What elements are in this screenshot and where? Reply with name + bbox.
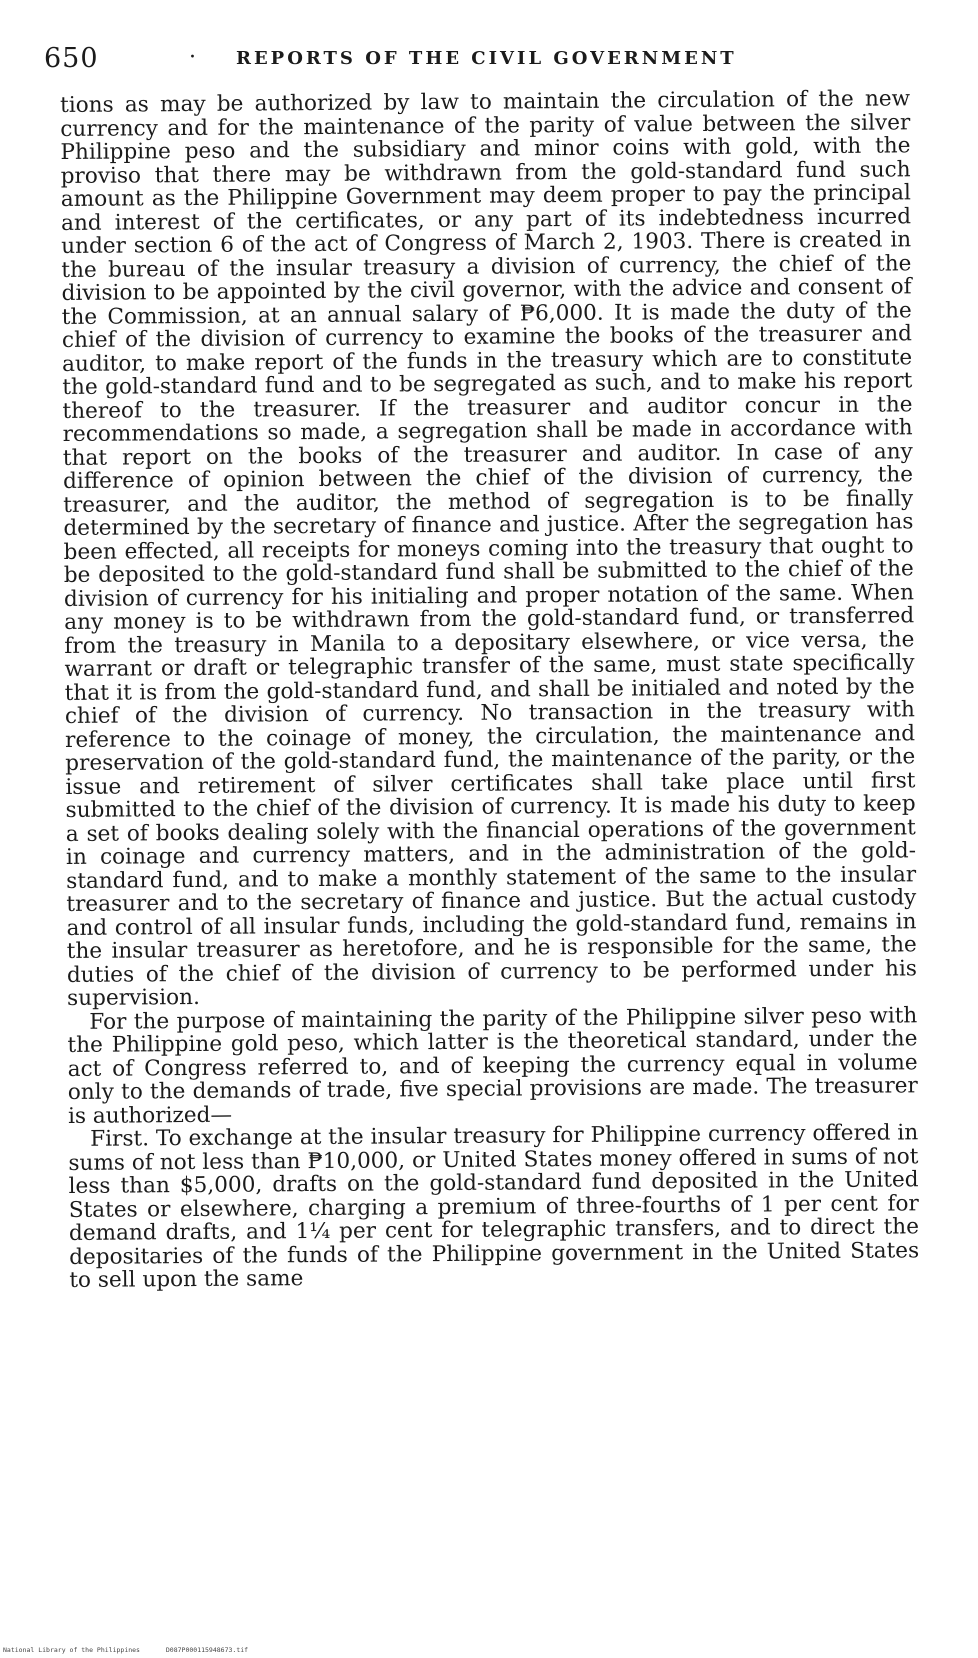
page-number: 650 (44, 43, 99, 74)
running-head: REPORTS OF THE CIVIL GOVERNMENT (236, 48, 737, 69)
header-separator: · (189, 45, 196, 70)
footer-file-id: D087P000115948673.tif (165, 1646, 249, 1654)
footer-library: National Library of the Philippines (3, 1646, 140, 1654)
body-text (60, 87, 919, 1292)
paragraph-continuation: tions as may be authorized by law to maintain the circulation of the new currency and for the maintenance of the parity of value between the silver Philippine peso and the subsidiary and minor coins with gold, with the proviso that there may be withdrawn from the gold-standard fund such amount as the Philippine Government may deem proper to pay the principal and interest of the certificates, or any part of its indebtedness incurred under section 6 of the act of Congress of March 2, 1903. There is created in the bureau of the insular treasury a division of currency, the chief of the division to be appointed by the civil governor, with the advice and consent of the Commission, at an annual salary of ₱6,000. It is made the duty of the chief of the division of currency to examine the books of the treasurer and auditor, to make report of the funds in the treasury which are to constitute the gold-standard fund and to be segregated as such, and to make his report thereof to the treasurer. If the treasurer and auditor concur in the recommendations so made, a segregation shall be made in accordance with that report on the books of the treasurer and auditor. In case of any difference of opinion between the chief of the division of currency, the treasurer, and the auditor, the method of segregation is to be finally determined by the secretary of finance and justice. After the segregation has been effected, all receipts for moneys coming into the treasury that ought to be deposited to the gold-standard fund shall be submitted to the chief of the division of currency for his initialing and proper notation of the same. When any money is to be withdrawn from the gold-standard fund, or transferred from the treasury in Manila to a depositary elsewhere, or vice versa, the warrant or draft or telegraphic transfer of the same, must state specifically that it is from the gold-standard fund, and shall be initialed and noted by the chief of the division of currency. No transaction in the treasury with reference to the coinage of money, the circulation, the maintenance and preservation of the gold-standard fund, the maintenance of the parity, or the issue and retirement of silver certificates shall take place until first submitted to the chief of the division of currency. It is made his duty to keep a set of books dealing solely with the financial operations of the government in coinage and currency matters, and in the administration of the gold-standard fund, and to make a monthly statement of the same to the insular treasurer and to the secretary of finance and justice. But the actual custody and control of all insular funds, including the gold-standard fund, remains in the insular treasurer as heretofore, and he is responsible for the same, the duties of the chief of the division of currency to be performed under his supervision. (59, 86, 917, 1011)
scan-footer (3, 1646, 270, 1654)
paragraph-first-provision: First. To exchange at the insular treasury for Philippine currency offered in sums of not less than ₱10,000, or United States money offered in sums of not less than $5,000, drafts on the gold-standard fund deposited in the United States or elsewhere, charging a premium of three-fourths of 1 per cent for demand drafts, and 1¼ per cent for telegraphic transfers, and to direct the depositaries of the funds of the Philippine government in the United States to sell upon the same (68, 1120, 920, 1293)
paragraph-parity-provisions: For the purpose of maintaining the parity of the Philippine silver peso with the Philippine gold peso, which latter is the theoretical standard, under the act of Congress referred to, and of keeping the currency equal in volume only to the demands of trade, five special provisions are made. The treasurer is authorized— (67, 1002, 918, 1129)
